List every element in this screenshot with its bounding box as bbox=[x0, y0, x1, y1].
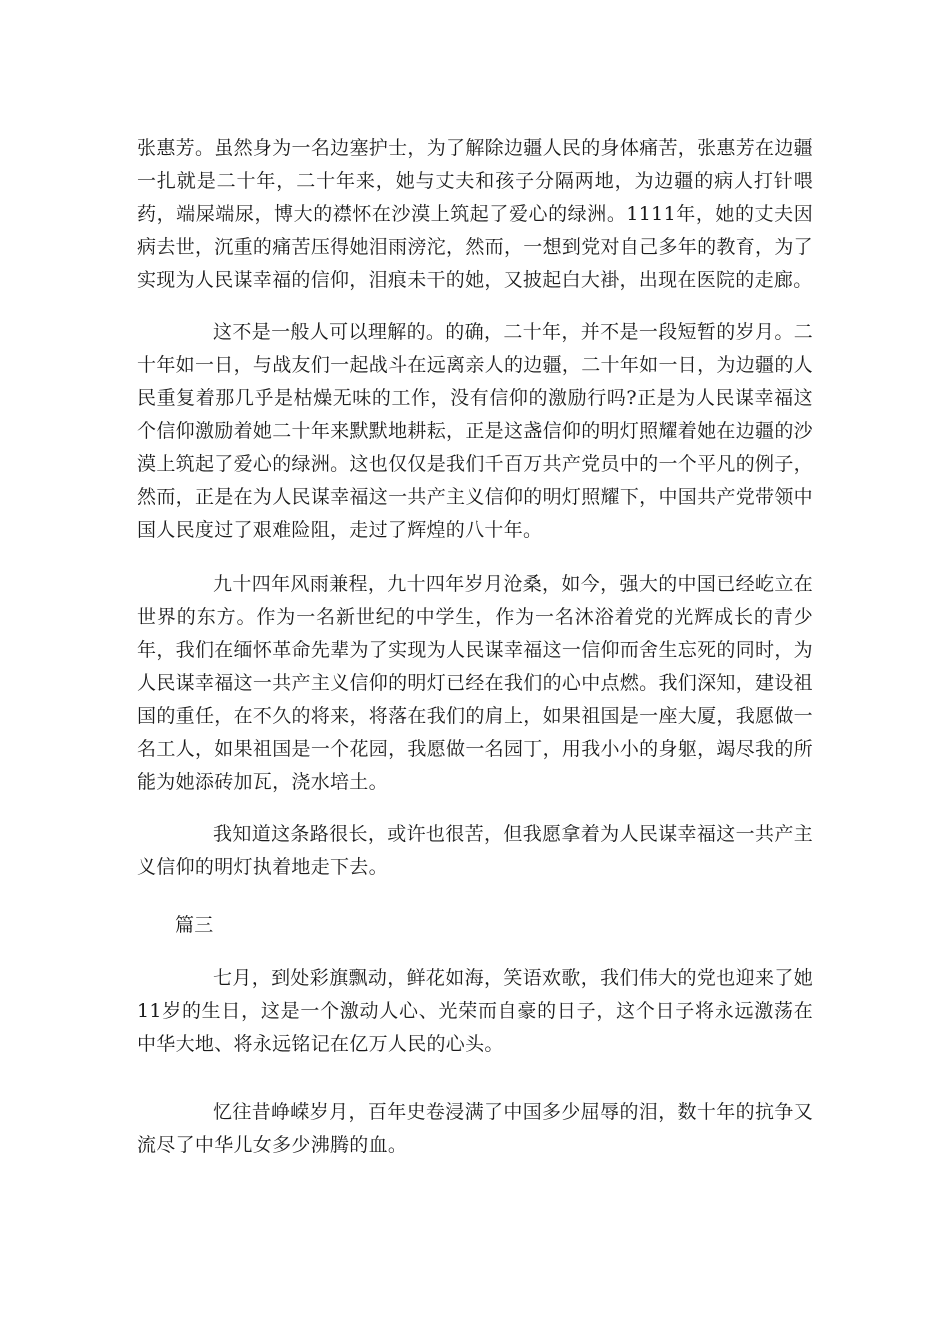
paragraph-ninety-four-years: 九十四年风雨兼程，九十四年岁月沧桑，如今，强大的中国已经屹立在世界的东方。作为一名新世纪的中学生，作为一名沐浴着党的光辉成长的青少年，我们在缅怀革命先辈为了实现为人民谋幸福这一信仰而舍生忘死的同时，为人民谋幸福这一共产主义信仰的明灯已经在我们的心中点燃。我们深知，建设祖国的重任，在不久的将来，将落在我们的肩上，如果祖国是一座大厦，我愿做一名工人，如果祖国是一个花园，我愿做一名园丁，用我小小的身躯，竭尽我的所能为她添砖加瓦，浇水培土。 bbox=[137, 573, 813, 793]
paragraph-zhang-huifang: 张惠芳。虽然身为一名边塞护士，为了解除边疆人民的身体痛苦，张惠芳在边疆一扎就是二十年，二十年来，她与丈夫和孩子分隔两地，为边疆的病人打针喂药，端屎端尿，博大的襟怀在沙漠上筑起了爱心的绿洲。1111年，她的丈夫因病去世，沉重的痛苦压得她泪雨滂沱，然而，一想到党对自己多年的教育，为了实现为人民谋幸福的信仰，泪痕未干的她，又披起白大褂，出现在医院的走廊。 bbox=[137, 137, 813, 291]
section-heading: 篇三 bbox=[175, 914, 214, 936]
paragraph-long-road: 我知道这条路很长，或许也很苦，但我愿拿着为人民谋幸福这一共产主义信仰的明灯执着地走下去。 bbox=[137, 823, 813, 878]
paragraph-twenty-years: 这不是一般人可以理解的。的确，二十年，并不是一段短暂的岁月。二十年如一日，与战友们一起战斗在远离亲人的边疆，二十年如一日，为边疆的人民重复着那几乎是枯燥无味的工作，没有信仰的激励行吗?正是为人民谋幸福这个信仰激励着她二十年来默默地耕耘，正是这盏信仰的明灯照耀着她在边疆的沙漠上筑起了爱心的绿洲。这也仅仅是我们千百万共产党员中的一个平凡的例子，然而，正是在为人民谋幸福这一共产主义信仰的明灯照耀下，中国共产党带领中国人民度过了艰难险阻，走过了辉煌的八十年。 bbox=[137, 321, 813, 541]
paragraph-recall-past: 忆往昔峥嵘岁月，百年史卷浸满了中国多少屈辱的泪，数十年的抗争又流尽了中华儿女多少沸腾的血。 bbox=[137, 1101, 813, 1156]
paragraph-july: 七月，到处彩旗飘动，鲜花如海，笑语欢歌，我们伟大的党也迎来了她11岁的生日，这是一个激动人心、光荣而自豪的日子，这个日子将永远激荡在中华大地、将永远铭记在亿万人民的心头。 bbox=[137, 967, 813, 1055]
